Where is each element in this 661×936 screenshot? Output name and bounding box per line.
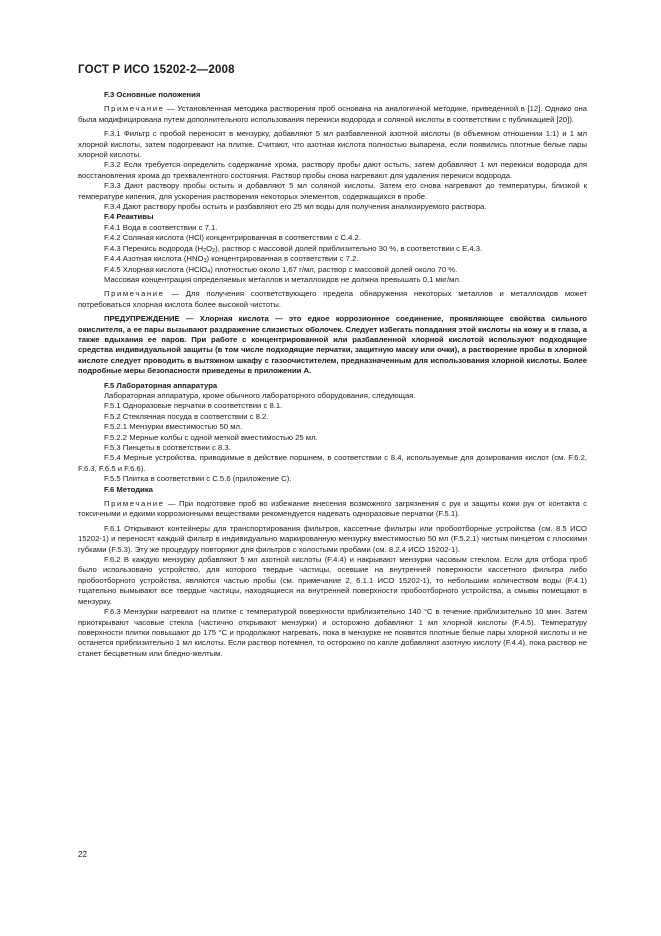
document-body: [78, 90, 587, 659]
paragraph-f5-1: F.5.1 Одноразовые перчатки в соответствии с 8.1.: [104, 401, 283, 411]
section-f3-title: F.3 Основные положения: [104, 90, 201, 99]
paragraph-f5-intro: Лабораторная аппаратура, кроме обычного лабораторного оборудования, следующая.: [104, 390, 416, 400]
text-part: ) концентрированная в соответствии с 7.2.: [206, 254, 359, 264]
text-part: O: [206, 243, 213, 253]
paragraph-f5-5: F.5.5 Плитка в соответствии с С.5.6 (приложение С).: [104, 474, 292, 484]
warning-paragraph: ПРЕДУПРЕЖДЕНИЕ — Хлорная кислота — это едкое коррозионное соединение, проявляющее свойства сильного окислителя, а ее пары вызывают раздражение слизистых оболочек. Следует избегать попадания этой кислоты на кожу и в глаза, а также вдыхания ее паров. При работе с концентрированной или разбавленной хлорной кислотой используют подходящие средства индивидуальной защиты (в том числе подходящие перчатки, защитную маску или очки), а растворение пробы в хлорной кислоте следует проводить в вытяжном шкафу с газоочистителем, предназначенным для использования хлорной кислоты. Более подробные меры безопасности приведены в приложении А.: [78, 314, 587, 376]
paragraph-f5-3: F.5.3 Пинцеты в соответствии с 8.3.: [104, 443, 231, 452]
paragraph-f3-2: F.3.2 Если требуется определить содержание хрома, раствору пробы дают остыть, затем добавляют 1 мл перекиси водорода для восстановления хрома до трехвалентного состояния. Раствор пробы снова нагревают для удаления перекиси водорода.: [78, 160, 587, 180]
note-label: Примечание: [104, 104, 165, 114]
section-f3-note: [78, 104, 587, 125]
paragraph-f3-4: F.3.4 Дают раствору пробы остыть и разбавляют его 25 мл воды для получения анализируемого раствора.: [104, 202, 487, 212]
subscript: 4: [207, 268, 211, 275]
text-part: F.4.4 Азотная кислота (HNO: [104, 254, 204, 264]
paragraph-f5-2-1: F.5.2.1 Мензурки вместимостью 50 мл.: [104, 422, 243, 432]
text-part: F.4.5 Хлорная кислота (HClO: [104, 264, 208, 274]
paragraph-f3-1: F.3.1 Фильтр с пробой переносят в мензурку, добавляют 5 мл разбавленной азотной кислоты (в объемном отношении 1:1) и 1 мл хлорной кислоты, затем подогревают на плитке. Считают, что азотная кислота полностью выпарена, если появились плотные белые пары хлорной кислоты.: [78, 129, 587, 160]
section-f6-title: F.6 Методика: [104, 484, 153, 494]
paragraph-f4-5: [78, 265, 587, 275]
paragraph-f4-1: F.4.1 Вода в соответствии с 7.1.: [104, 222, 218, 232]
section-f5-title: F.5 Лабораторная аппаратура: [104, 380, 218, 390]
paragraph-f4-concentration: Массовая концентрация определяемых металлов и металлоидов не должна превышать 0,1 мкг/мл.: [104, 274, 462, 284]
subscript: 2: [212, 247, 216, 254]
page-number: 22: [78, 850, 87, 859]
text-part: F.4.3 Перекись водорода (H: [104, 243, 204, 253]
paragraph-f5-4: F.5.4 Мерные устройства, приводимые в действие поршнем, в соответствии с 8.4, используемые для дозирования кислот (см. F.6.2, F.6.3, F.6.5 и F.6.6).: [78, 453, 587, 473]
section-f6-note: [78, 499, 587, 520]
note-text: — При подготовке проб во избежание внесения возможного загрязнения с рук и защиты кожи рук от контакта с токсичными и едкими коррозионными веществами рекомендуется надевать одноразовые перчатки (F.5.1).: [78, 499, 587, 519]
paragraph-f5-2-2: F.5.2.2 Мерные колбы с одной меткой вместимостью 25 мл.: [104, 432, 318, 442]
document-header: ГОСТ Р ИСО 15202-2—2008: [78, 64, 235, 76]
paragraph-f6-2: F.6.2 В каждую мензурку добавляют 5 мл азотной кислоты (F.4.4) и накрывают мензурки часовым стеклом. Если для отбора проб было использовано устройство, для которого твердые частицы, осевшие на внутренней поверхности кассетного фильтра либо пробоотборного устройства, являются частью пробы (см. примечание 2, 6.1.1 ИСО 15202-1), то небольшим количеством воды (F.4.1) тщательно вымывают все твердые частицы, находящиеся на внутренней поверхности пробоотборного устройства, а смывы помещают в мензурку.: [78, 555, 587, 606]
paragraph-f3-3: F.3.3 Дают раствору пробы остыть и добавляют 5 мл соляной кислоты. Затем его снова нагревают до температуры, близкой к температуре кипения, для ускорения растворения некоторых элементов, содержащихся в пробе.: [78, 181, 587, 201]
paragraph-f5-2: F.5.2 Стеклянная посуда в соответствии с 8.2.: [104, 411, 269, 421]
note-label: Примечание: [104, 289, 165, 299]
note-label: Примечание: [104, 499, 165, 509]
paragraph-f4-3: [78, 244, 587, 254]
paragraph-f6-1: F.6.1 Открывают контейнеры для транспортирования фильтров, кассетные фильтры или пробоотборные устройства (см. 8.5 ИСО 15202-1) и переносят каждый фильтр в индивидуально маркированную мензурку вместимостью 50 мл (F.5.2.1) чистым пинцетом с плоскими губками (F.5.3). Эту же процедуру повторяют для фильтров с холостыми пробами (см. 8.2.4 ИСО 15202-1).: [78, 523, 587, 554]
text-part: ), раствор с массовой долей приблизительно 30 %, в соответствии с Е.4.3.: [215, 243, 483, 253]
note-text: — Установленная методика растворения проб основана на аналогичной методике, приведенной в [12]. Однако она была модифицирована путем дополнительного использования перекиси водорода и соляной кислоты в соответствии с публикацией [20]).: [78, 104, 587, 124]
section-f4-note: [78, 289, 587, 310]
paragraph-f4-4: [78, 254, 587, 264]
text-part: ) плотностью около 1,67 г/мл, раствор с массовой долей около 70 %.: [210, 264, 458, 274]
section-f4-title: F.4 Реактивы: [104, 212, 154, 222]
paragraph-f6-3: F.6.3 Мензурки нагревают на плитке с температурой поверхности приблизительно 140 °С в течение приблизительно 10 мин. Затем приоткрывают часовые стекла (частично открывают мензурки) и осторожно добавляют 1 мл хлорной кислоты (F.4.5). Температуру поверхности плитки повышают до 175 °С и продолжают нагревать, пока в мензурке не появятся плотные белые пары хлорной кислоты и не останется приблизительно 1 мл кислоты. Если раствор потемнел, то осторожно по капле добавляют азотную кислоту (F.4.4), пока раствор не станет бесцветным или бледно-желтым.: [78, 607, 587, 658]
note-text: — Для получения соответствующего предела обнаружения некоторых металлов и металлоидов может потребоваться хлорная кислота более высокой чистоты.: [78, 289, 587, 309]
subscript: 3: [203, 258, 207, 265]
paragraph-f4-2: F.4.2 Соляная кислота (HCl) концентрированная в соответствии с С.4.2.: [104, 233, 361, 243]
subscript: 2: [203, 247, 207, 254]
